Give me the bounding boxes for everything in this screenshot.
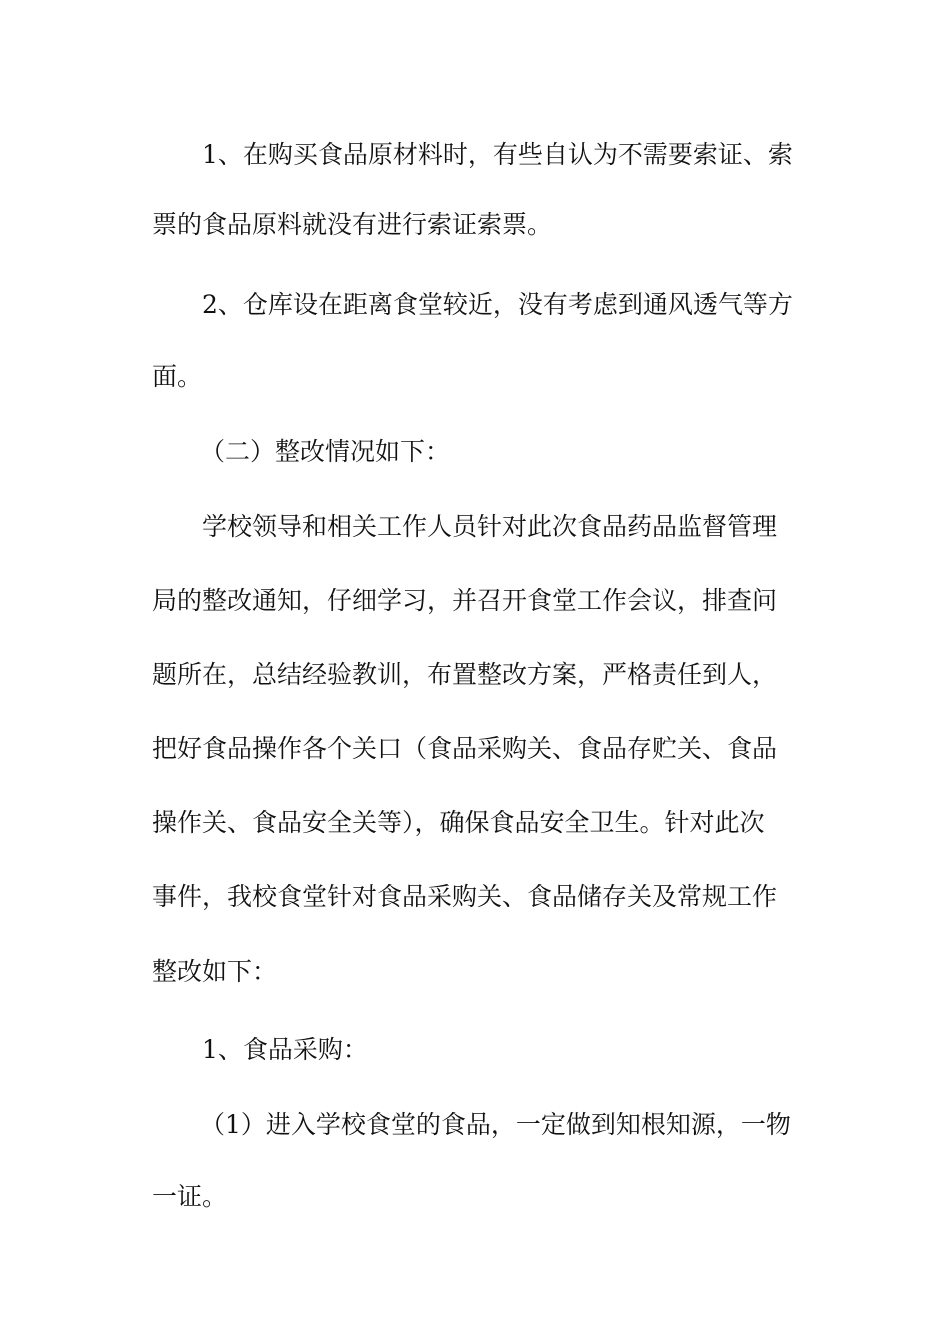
paragraph-line: 票的食品原料就没有进行索证索票。 xyxy=(152,210,553,239)
list-item-line: 一证。 xyxy=(152,1182,228,1211)
paragraph-line: 学校领导和相关工作人员针对此次食品药品监督管理 xyxy=(202,512,778,541)
paragraph-line: 事件，我校食堂针对食品采购关、食品储存关及常规工作 xyxy=(152,882,778,911)
paragraph-line: 题所在，总结经验教训，布置整改方案，严格责任到人， xyxy=(152,660,778,689)
paragraph-line: 局的整改通知，仔细学习，并召开食堂工作会议，排查问 xyxy=(152,586,778,615)
paragraph-line: 把好食品操作各个关口（食品采购关、食品存贮关、食品 xyxy=(152,734,778,763)
paragraph-line: 操作关、食品安全关等），确保食品安全卫生。针对此次 xyxy=(152,808,765,837)
paragraph-line: 整改如下： xyxy=(152,957,278,986)
list-item-line: （1）进入学校食堂的食品，一定做到知根知源，一物 xyxy=(200,1110,791,1139)
list-heading: 1、食品采购： xyxy=(202,1035,368,1064)
paragraph-line: 面。 xyxy=(152,362,203,391)
paragraph-line: 1、在购买食品原材料时，有些自认为不需要索证、索 xyxy=(202,140,793,169)
paragraph-line: 2、仓库设在距离食堂较近，没有考虑到通风透气等方 xyxy=(202,290,793,319)
section-heading: （二）整改情况如下： xyxy=(200,437,451,466)
